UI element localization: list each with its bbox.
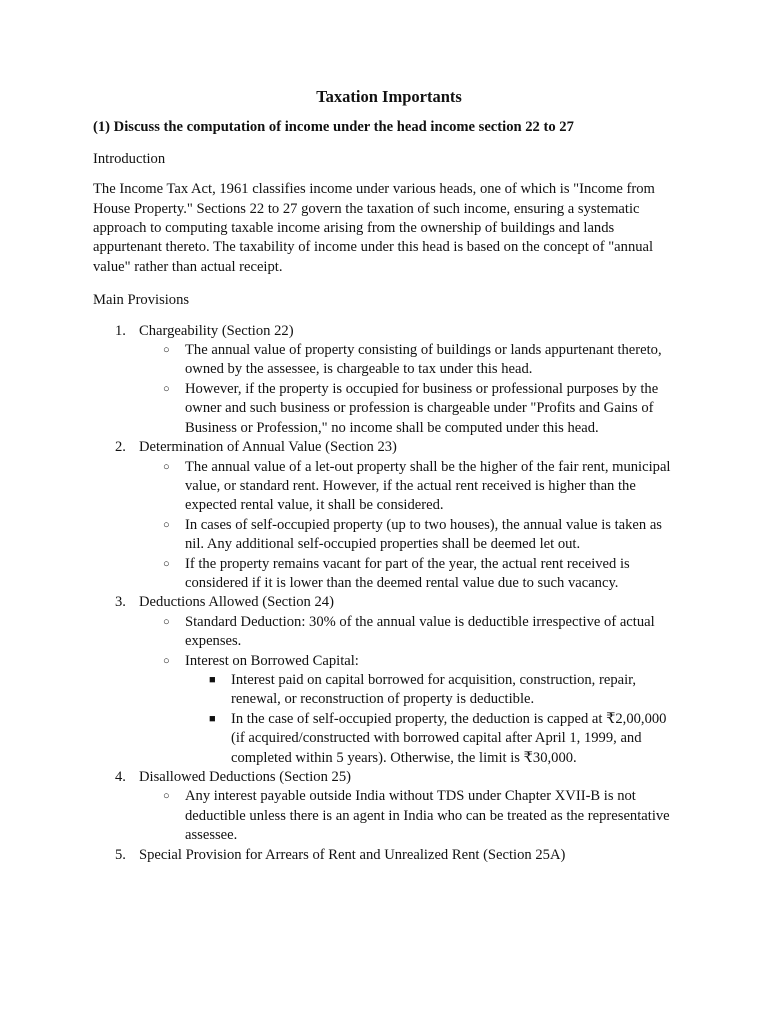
provision-number: 3. <box>115 594 126 611</box>
hollow-circle-bullet-icon: ○ <box>163 790 170 803</box>
provision-point <box>139 652 683 768</box>
main-provisions-heading: Main Provisions <box>93 292 190 309</box>
provision-point <box>139 613 683 652</box>
provision-points <box>139 458 683 594</box>
provision-point <box>139 516 683 555</box>
hollow-circle-bullet-icon: ○ <box>163 518 170 531</box>
provision-item <box>93 768 683 846</box>
provision-item <box>93 322 683 438</box>
provision-subpoint-text: Interest paid on capital borrowed for acquisition, construction, repair, renewal, or reconstruction of property is deductible. <box>231 671 637 708</box>
provision-subpoint-text: In the case of self-occupied property, the deduction is capped at ₹2,00,000 (if acquired/constructed with borrowed capital after April 1, 1999, and completed within 5 years). Otherwise, the limit is ₹30,000. <box>231 710 667 766</box>
provision-title: Determination of Annual Value (Section 23) <box>139 439 397 456</box>
provision-number: 1. <box>115 322 126 339</box>
provision-points <box>139 341 683 438</box>
hollow-circle-bullet-icon: ○ <box>163 654 170 667</box>
provision-point <box>139 555 683 594</box>
document-page <box>93 87 683 865</box>
hollow-circle-bullet-icon: ○ <box>163 344 170 357</box>
provision-title: Special Provision for Arrears of Rent and Unrealized Rent (Section 25A) <box>139 846 566 863</box>
provision-subpoint <box>185 710 683 768</box>
provision-number: 2. <box>115 439 126 456</box>
provision-point-text: If the property remains vacant for part of the year, the actual rent received is considered if it is lower than the deemed rental value due to such vacancy. <box>185 555 630 591</box>
provision-title: Chargeability (Section 22) <box>139 322 294 339</box>
provision-point-text: In cases of self-occupied property (up to two houses), the annual value is taken as nil. Any additional self-occupied properties shall be deemed let out. <box>185 516 662 553</box>
provision-point-text: The annual value of property consisting of buildings or lands appurtenant thereto, owned by the assessee, is chargeable to tax under this head. <box>185 342 662 378</box>
provision-point <box>139 380 683 438</box>
provision-point <box>139 458 683 516</box>
hollow-circle-bullet-icon: ○ <box>163 382 170 395</box>
hollow-circle-bullet-icon: ○ <box>163 557 170 570</box>
provision-subpoint <box>185 671 683 710</box>
provision-point-text: The annual value of a let-out property shall be the higher of the fair rent, municipal value, or standard rent. However, if the actual rent received is higher than the expected rental value, it shall be considered. <box>185 458 671 514</box>
provision-subpoints <box>185 671 683 768</box>
provision-title: Disallowed Deductions (Section 25) <box>139 769 351 785</box>
introduction-heading: Introduction <box>93 150 166 167</box>
filled-square-bullet-icon: ■ <box>209 712 216 725</box>
provision-point-text: Standard Deduction: 30% of the annual value is deductible irrespective of actual expenses. <box>185 613 655 650</box>
document-title: Taxation Importants <box>316 87 462 106</box>
provision-item <box>93 593 683 768</box>
hollow-circle-bullet-icon: ○ <box>163 460 170 473</box>
provision-title: Deductions Allowed (Section 24) <box>139 594 334 611</box>
provision-number: 4. <box>115 769 126 785</box>
provision-point-text: However, if the property is occupied for business or professional purposes by the owner and such business or profession is chargeable under "Profits and Gains of Business or Profession," no income shall be computed under this head. <box>185 380 659 436</box>
provision-point <box>139 787 683 845</box>
provision-point-text: Any interest payable outside India without TDS under Chapter XVII-B is not deductible unless there is an agent in India who can be treated as the representative assessee. <box>185 788 670 844</box>
introduction-paragraph: The Income Tax Act, 1961 classifies income under various heads, one of which is "Income from House Property." Sections 22 to 27 govern the taxation of such income, ensuring a systematic approach to computing taxable income arising from the ownership of buildings and lands appurtenant thereto. The taxability of income under this head is based on the concept of "annual value" rather than actual receipt. <box>93 181 655 275</box>
provisions-list <box>93 322 683 865</box>
provision-item <box>93 846 683 865</box>
provision-points <box>139 787 683 845</box>
question-heading: (1) Discuss the computation of income under the head income section 22 to 27 <box>93 119 574 136</box>
provision-item <box>93 438 683 593</box>
provision-point <box>139 341 683 380</box>
provision-number: 5. <box>115 846 126 863</box>
filled-square-bullet-icon: ■ <box>209 673 216 686</box>
provision-points <box>139 613 683 768</box>
provision-point-text: Interest on Borrowed Capital: <box>185 652 359 669</box>
hollow-circle-bullet-icon: ○ <box>163 615 170 628</box>
